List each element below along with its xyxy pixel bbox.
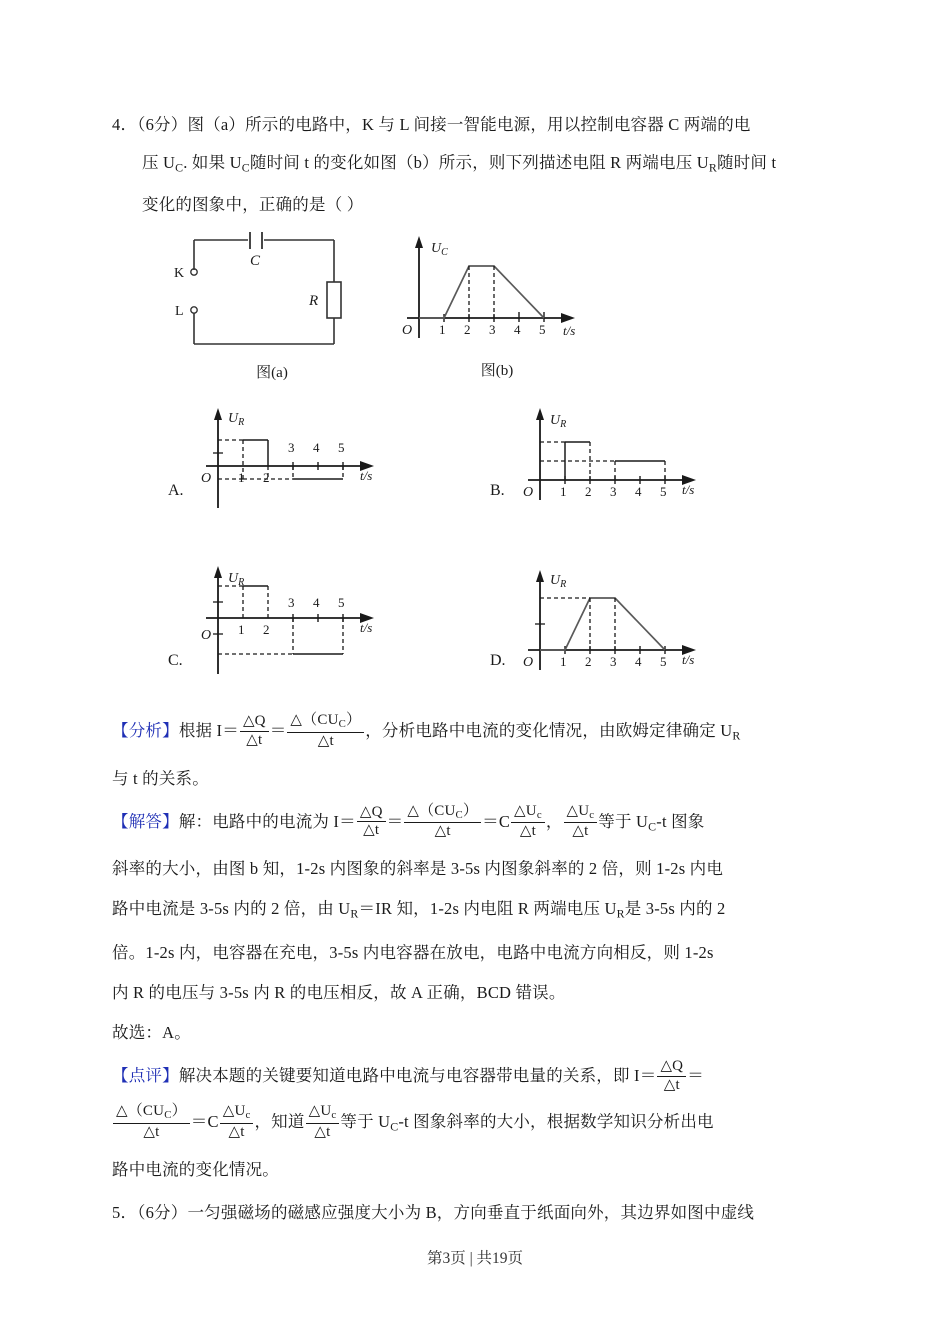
- comment-mid: ，知道: [254, 1112, 305, 1132]
- comment-f3-den: △t: [228, 1123, 245, 1140]
- solution-comma: ，: [545, 811, 563, 831]
- option-b-tick-4: 4: [635, 484, 642, 500]
- question-4-points: （6分）: [137, 115, 188, 134]
- question-5-text: 一匀强磁场的磁感应强度大小为 B，方向垂直于纸面向外，其边界如图中虚线: [187, 1202, 755, 1222]
- option-c-letter: C.: [168, 652, 183, 670]
- analysis-frac2-denominator: △t: [317, 732, 334, 749]
- option-b-ylabel: $U_R$: [550, 413, 567, 431]
- option-d-xlabel: t/s: [682, 652, 695, 668]
- option-b-graph: [518, 400, 733, 517]
- options-row-cd: [112, 562, 838, 702]
- comment-tail: 等于 U: [340, 1112, 391, 1132]
- solution-f1-den: △t: [363, 822, 380, 839]
- page-footer: 第3页 | 共19页: [426, 1250, 524, 1267]
- solution-line3-c: 是 3‑5s 内的 2: [624, 898, 726, 918]
- question-4-text-2b: . 如果 U: [183, 153, 242, 172]
- option-a-xlabel: t/s: [360, 468, 373, 484]
- option-a-tick-2: 2: [263, 470, 270, 486]
- option-a-ylabel: $U_R$: [228, 411, 245, 429]
- solution-fraction-2: [404, 804, 481, 840]
- page-content: [112, 106, 838, 1232]
- solution-section: [112, 799, 838, 849]
- subscript-c: C: [175, 160, 184, 175]
- solution-f2-num-text: △（CU: [407, 802, 456, 819]
- analysis-frac2-numerator: [287, 713, 364, 732]
- solution-eq-2: ＝C: [482, 811, 511, 831]
- solution-f3-sub: c: [536, 808, 542, 821]
- option-b-tick-3: 3: [610, 484, 617, 500]
- figure-b-tick-3: 3: [489, 322, 496, 338]
- option-d-graph-svg: [518, 562, 733, 678]
- solution-fraction-3: [511, 804, 545, 840]
- comment-f2-num-end: ）: [171, 1103, 187, 1120]
- analysis-frac1-numerator: △Q: [240, 714, 269, 732]
- analysis-text-a: 根据 I＝: [178, 721, 239, 741]
- comment-line-last: 路中电流的变化情况。: [112, 1159, 279, 1179]
- comment-section: [112, 1053, 838, 1099]
- question-4-line-3: 变化的图象中，正确的是（ ）: [142, 195, 364, 215]
- solution-f2-sub: C: [455, 808, 463, 821]
- solution-f4-sub: c: [589, 808, 595, 821]
- solution-f3-num-text: △U: [514, 802, 537, 819]
- solution-line-6: 故选：A。: [112, 1023, 191, 1043]
- comment-text-a: 解决本题的关键要知道电路中电流与电容器带电量的关系，即 I＝: [178, 1066, 657, 1086]
- analysis-frac2-sub: C: [338, 718, 347, 731]
- solution-line3-sub2: R: [616, 906, 625, 921]
- option-b-letter: B.: [490, 482, 505, 500]
- solution-tail-end: ‑t 图象: [656, 811, 705, 831]
- solution-line3-b: ＝IR 知，1‑2s 内电阻 R 两端电压 U: [358, 898, 617, 918]
- comment-f4-den: △t: [314, 1123, 331, 1140]
- solution-line3-sub: R: [350, 906, 359, 921]
- figure-b-graph: [397, 230, 607, 380]
- terminal-k-label: K: [174, 266, 185, 282]
- comment-fraction-2: [113, 1104, 190, 1140]
- analysis-fraction-2: [287, 713, 364, 749]
- option-d-tick-3: 3: [610, 654, 617, 670]
- question-4-text-2c: 随时间 t 的变化如图（b）所示，则下列描述电阻 R 两端电压 U: [249, 153, 709, 172]
- question-4-text-2d: 随时间 t: [717, 153, 777, 172]
- option-d-tick-5: 5: [660, 654, 667, 670]
- option-b-tick-1: 1: [560, 484, 567, 500]
- solution-tail: 等于 U: [598, 811, 649, 831]
- analysis-frac2-num-text: △（CU: [290, 712, 339, 729]
- analysis-fraction-1: [240, 714, 269, 749]
- option-d-origin: O: [523, 655, 534, 671]
- uc-t-graph-svg: [397, 230, 607, 352]
- solution-f2-num: [404, 804, 481, 823]
- comment-fraction-3: [220, 1104, 254, 1140]
- solution-f3-den: △t: [519, 823, 536, 840]
- comment-tail-sub: C: [390, 1119, 399, 1134]
- terminal-l-label: L: [175, 304, 184, 320]
- option-c-tick-1: 1: [238, 622, 245, 638]
- analysis-line-2: 与 t 的关系。: [112, 768, 209, 788]
- comment-tail-end: ‑t 图象斜率的大小，根据数学知识分析出电: [398, 1112, 714, 1132]
- comment-fraction-4: [306, 1104, 340, 1140]
- option-a-origin: O: [201, 471, 212, 487]
- solution-f2-den: △t: [434, 823, 451, 840]
- option-c-origin: O: [201, 628, 212, 644]
- figure-b-xlabel: t/s: [563, 323, 576, 339]
- option-b-origin: O: [523, 485, 534, 501]
- solution-line-2: 斜率的大小，由图 b 知，1‑2s 内图象的斜率是 3‑5s 内图象斜率的 2 倍，则 1‑2s 内电: [112, 858, 724, 878]
- solution-line-3: [112, 889, 838, 933]
- analysis-frac2-num-end: ）: [346, 712, 362, 729]
- solution-f4-num-text: △U: [566, 802, 590, 819]
- analysis-section: [112, 708, 838, 758]
- option-d-letter: D.: [490, 652, 506, 670]
- option-c-tick-5: 5: [338, 595, 345, 611]
- option-c-graph: [196, 562, 411, 683]
- option-c-ylabel: $U_R$: [228, 571, 245, 589]
- question-4-number: 4．: [112, 115, 138, 134]
- comment-f1-den: △t: [663, 1076, 680, 1093]
- option-b-graph-svg: [518, 400, 733, 512]
- comment-f2-den: △t: [143, 1123, 160, 1140]
- option-d-tick-4: 4: [635, 654, 642, 670]
- solution-line-4: 倍。1‑2s 内，电容器在充电，3‑5s 内电容器在放电，电路中电流方向相反，则 1‑2s: [112, 943, 714, 963]
- question-4-text-1: 图（a）所示的电路中，K 与 L 间接一智能电源，用以控制电容器 C 两端的电: [187, 115, 751, 134]
- analysis-ur-sub: R: [732, 728, 741, 743]
- comment-f1-num: △Q: [657, 1059, 686, 1077]
- option-c-xlabel: t/s: [360, 620, 373, 636]
- resistor-label: R: [309, 293, 319, 310]
- option-c-graph-svg: [196, 562, 411, 678]
- figure-row: [112, 232, 838, 382]
- solution-line-5: 内 R 的电压与 3‑5s 内 R 的电压相反，故 A 正确，BCD 错误。: [112, 983, 566, 1003]
- solution-eq-1: ＝: [386, 811, 404, 831]
- solution-f4-den: △t: [572, 823, 589, 840]
- solution-f3-num: [511, 804, 545, 823]
- option-d-tick-1: 1: [560, 654, 567, 670]
- capacitor-label: C: [250, 253, 261, 270]
- comment-f4-num-text: △U: [308, 1103, 332, 1120]
- comment-tag: 【点评】: [112, 1066, 179, 1086]
- solution-lead: 解：电路中的电流为 I＝: [178, 811, 356, 831]
- option-d-tick-2: 2: [585, 654, 592, 670]
- circuit-diagram-svg: [172, 232, 372, 354]
- question-4-line-2: [112, 144, 838, 186]
- subscript-r: R: [708, 160, 718, 175]
- comment-f3-num-text: △U: [222, 1103, 246, 1120]
- comment-f4-sub: c: [331, 1109, 337, 1122]
- comment-f2-num-text: △（CU: [116, 1103, 165, 1120]
- comment-f2-sub: C: [164, 1109, 172, 1122]
- comment-f2-num: [113, 1104, 190, 1123]
- figure-b-tick-2: 2: [464, 322, 471, 338]
- figure-b-tick-1: 1: [439, 322, 446, 338]
- option-c-tick-2: 2: [263, 622, 270, 638]
- option-c-tick-3: 3: [288, 595, 295, 611]
- option-a-graph: [196, 400, 411, 517]
- analysis-text-b: ，分析电路中电流的变化情况，由欧姆定律确定 U: [365, 721, 733, 741]
- solution-tail-sub: C: [648, 818, 657, 833]
- analysis-equals: ＝: [269, 721, 287, 741]
- solution-f1-num: △Q: [357, 805, 386, 823]
- options-row-ab: [112, 400, 838, 540]
- figure-b-ylabel: $U_C$: [431, 241, 448, 259]
- comment-f4-num: [306, 1104, 340, 1123]
- option-a-tick-3: 3: [288, 440, 295, 456]
- option-b-tick-2: 2: [585, 484, 592, 500]
- question-5-number: 5．: [112, 1202, 138, 1222]
- question-4-line-1: [112, 106, 838, 144]
- option-d-ylabel: $U_R$: [550, 573, 567, 591]
- analysis-frac1-denominator: △t: [246, 732, 263, 749]
- subscript-c-2: C: [241, 160, 250, 175]
- figure-a-caption: 图(a): [256, 365, 288, 382]
- comment-line-2: [112, 1099, 838, 1149]
- comment-f3-sub: c: [245, 1109, 251, 1122]
- option-a-graph-svg: [196, 400, 411, 512]
- solution-f2-num-end: ）: [462, 802, 479, 819]
- comment-f3-num: [220, 1104, 254, 1123]
- option-b-tick-5: 5: [660, 484, 667, 500]
- question-5-points: （6分）: [137, 1202, 188, 1222]
- figure-b-tick-5: 5: [539, 322, 546, 338]
- option-a-tick-1: 1: [238, 470, 245, 486]
- figure-a-circuit: [172, 232, 372, 382]
- figure-b-caption: 图(b): [480, 363, 514, 380]
- figure-b-origin: O: [402, 323, 413, 339]
- question-5-line-1: [112, 1194, 838, 1232]
- question-4-text-2a: 压 U: [142, 153, 176, 172]
- option-a-letter: A.: [168, 482, 184, 500]
- analysis-tag: 【分析】: [112, 721, 179, 741]
- solution-fraction-1: [357, 805, 386, 840]
- figure-b-tick-4: 4: [514, 322, 521, 338]
- option-c-tick-4: 4: [313, 595, 320, 611]
- option-b-xlabel: t/s: [682, 482, 695, 498]
- comment-eq-tail: ＝: [687, 1066, 704, 1086]
- option-a-tick-5: 5: [338, 440, 345, 456]
- solution-tag: 【解答】: [112, 811, 179, 831]
- comment-fraction-1: [657, 1059, 686, 1094]
- solution-fraction-4: [564, 804, 598, 840]
- comment-eq-2: ＝C: [190, 1112, 219, 1132]
- option-d-graph: [518, 562, 733, 683]
- solution-line3-a: 路中电流是 3‑5s 内的 2 倍，由 U: [112, 898, 351, 918]
- option-a-tick-4: 4: [313, 440, 320, 456]
- solution-f4-num: [564, 804, 598, 823]
